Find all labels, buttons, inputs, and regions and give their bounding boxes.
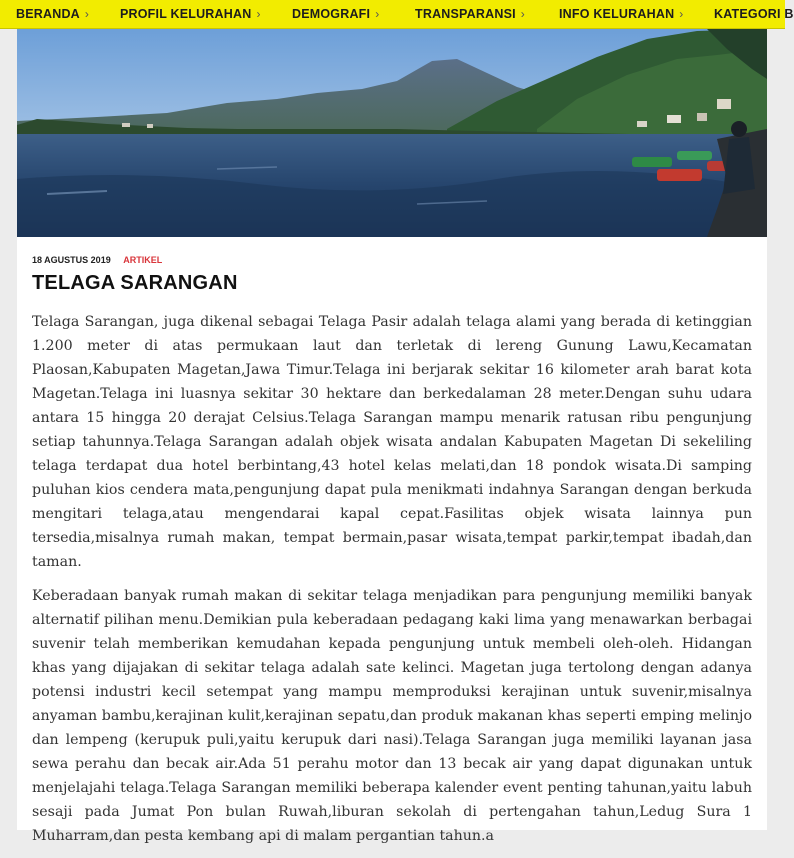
chevron-right-icon: › xyxy=(679,7,684,21)
nav-item-transparansi[interactable]: TRANSPARANSI › xyxy=(415,7,525,21)
featured-image[interactable] xyxy=(17,29,767,237)
post-meta xyxy=(32,255,162,265)
chevron-right-icon: › xyxy=(375,7,380,21)
chevron-right-icon: › xyxy=(84,7,90,21)
chevron-right-icon: › xyxy=(520,7,525,21)
nav-item-demografi[interactable]: DEMOGRAFI › xyxy=(292,7,380,21)
chevron-right-icon: › xyxy=(256,7,261,21)
post-card xyxy=(17,29,767,844)
post-body xyxy=(32,310,752,858)
post-paragraph: Keberadaan banyak rumah makan di sekitar telaga menjadikan para pengunjung memiliki banyak alternatif pilihan menu.Demikian pula keberadaan pedagang kaki lima yang menawarkan berbagai suvenir telah memberikan kemudahan kepada pengunjung untuk membeli oleh-oleh. Hidangan khas yang dijajakan di sekitar telaga adalah sate kelinci. Magetan juga tertolong dengan adanya potensi industri kecil setempat yang mampu memproduksi kerajinan untuk suvenir,misalnya anyaman bambu,kerajinan kulit,kerajinan sepatu,dan produk makanan khas seperti emping melinjo dan lempeng (kerupuk puli,yaitu kerupuk dari nasi).Telaga Sarangan juga memiliki layanan jasa sewa perahu dan becak air.Ada 51 perahu motor dan 13 becak air yang dapat digunakan untuk menjelajahi telaga.Telaga Sarangan memiliki beberapa kalender event penting tahunan,yaitu labuh sesaji pada Jumat Pon bulan Ruwah,liburan sekolah di pertengahan tahun,Ledug Sura 1 Muharram,dan pesta kembang api di malam pergantian tahun.a xyxy=(32,588,752,844)
post-paragraph: Telaga Sarangan, juga dikenal sebagai Telaga Pasir adalah telaga alami yang berada di ketinggian 1.200 meter di atas permukaan laut dan terletak di lereng Gunung Lawu,Kecamatan Plaosan,Kabupaten Magetan,Jawa Timur.Telaga ini berjarak sekitar 16 kilometer arah barat kota Magetan.Telaga ini luasnya sekitar 30 hektare dan berkedalaman 28 meter.Dengan suhu udara antara 15 hingga 20 derajat Celsius.Telaga Sarangan mampu menarik ratusan ribu pengunjung setiap tahunnya.Telaga Sarangan adalah objek wisata andalan Kabupaten Magetan Di sekeliling telaga terdapat dua hotel berbintang,43 hotel kelas melati,dan 18 pondok wisata.Di samping puluhan kios cendera mata,pengunjung dapat pula menikmati indahnya Sarangan dengan berkuda mengitari telaga,atau mengendarai kapal cepat.Fasilitas objek wisata lainnya pun tersedia,misalnya rumah makan, tempat bermain,pasar wisata,tempat parkir,tempat ibadah,dan taman. xyxy=(32,314,752,570)
nav-item-beranda[interactable]: BERANDA › xyxy=(16,7,90,21)
main-navbar xyxy=(0,0,794,29)
nav-item-profil-kelurahan[interactable]: PROFIL KELURAHAN › xyxy=(120,7,261,21)
post-date: 18 AGUSTUS 2019 xyxy=(32,255,111,265)
nav-item-kategori[interactable]: KATEGORI B xyxy=(714,7,794,21)
post-title: TELAGA SARANGAN xyxy=(32,272,238,294)
lake-photo xyxy=(17,29,767,237)
post-category-link[interactable]: ARTIKEL xyxy=(123,255,163,265)
nav-item-info-kelurahan[interactable]: INFO KELURAHAN › xyxy=(559,7,684,21)
